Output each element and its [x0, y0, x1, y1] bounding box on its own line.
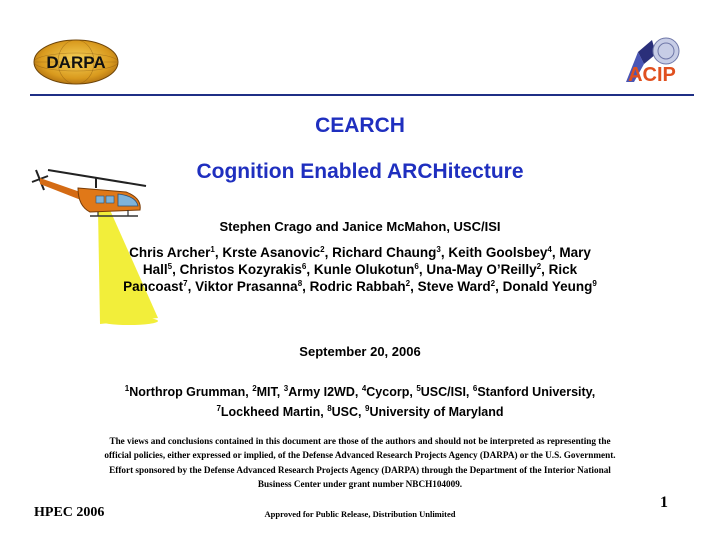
affiliation-marker: 4	[361, 384, 367, 393]
author-list	[118, 244, 602, 295]
author-name: Donald Yeung	[502, 279, 593, 294]
author-separator: ,	[541, 262, 549, 277]
author-name: Una-May O’Reilly	[426, 262, 537, 277]
affiliation-separator: ,	[320, 405, 328, 419]
acip-logo-icon	[604, 34, 696, 88]
affiliation-entry	[327, 405, 365, 419]
author-entry	[310, 279, 418, 294]
author-affiliation-marker: 7	[183, 279, 188, 288]
affiliation-name: USC	[331, 405, 359, 419]
affiliation-separator: ,	[591, 385, 596, 399]
author-entry	[332, 245, 448, 260]
footer-conference: HPEC 2006	[34, 505, 105, 520]
author-affiliation-marker: 2	[320, 245, 325, 254]
author-separator: ,	[187, 279, 196, 294]
author-name: Kunle Olukotun	[313, 262, 415, 277]
affiliation-entry	[284, 385, 362, 399]
author-separator: ,	[324, 245, 333, 260]
affiliation-list	[100, 382, 620, 422]
affiliation-entry	[362, 385, 416, 399]
author-entry	[195, 279, 310, 294]
slide-subtitle: Cognition Enabled ARCHitecture	[196, 160, 524, 183]
author-name: Steve Ward	[417, 279, 491, 294]
author-entry	[314, 262, 426, 277]
author-affiliation-marker: 6	[301, 262, 307, 271]
affiliation-name: Army I2WD	[288, 385, 355, 399]
affiliation-name: Lockheed Martin	[220, 405, 321, 419]
author-entry	[222, 245, 332, 260]
author-name: Mary Hall	[142, 245, 591, 277]
affiliation-separator: ,	[354, 385, 362, 399]
author-entry	[426, 262, 548, 277]
affiliation-marker: 7	[216, 404, 221, 413]
slide-title: CEARCH	[315, 114, 405, 137]
page-number: 1	[660, 494, 668, 511]
affiliation-name: Stanford University	[477, 385, 592, 399]
affiliation-marker: 3	[283, 384, 289, 393]
affiliation-marker: 1	[124, 384, 130, 393]
affiliation-separator: ,	[276, 385, 284, 399]
author-entry	[180, 262, 314, 277]
author-separator: ,	[172, 262, 180, 277]
affiliation-marker: 5	[416, 384, 421, 393]
affiliation-marker: 9	[365, 404, 370, 413]
author-name: Keith Goolsbey	[448, 245, 548, 260]
affiliation-name: University of Maryland	[369, 405, 504, 419]
author-affiliation-marker: 1	[210, 245, 215, 254]
acip-logo-label: ACIP	[628, 64, 676, 86]
author-entry	[448, 245, 559, 260]
affiliation-separator: ,	[465, 385, 473, 399]
author-affiliation-marker: 9	[592, 279, 597, 288]
author-affiliation-marker: 2	[405, 279, 411, 288]
author-affiliation-marker: 2	[490, 279, 496, 288]
affiliation-entry	[416, 385, 473, 399]
affiliation-entry	[216, 405, 327, 419]
author-affiliation-marker: 8	[297, 279, 303, 288]
affiliation-name: MIT	[256, 385, 277, 399]
author-name: Viktor Prasanna	[195, 279, 298, 294]
author-separator: ,	[440, 245, 449, 260]
author-name: Chris Archer	[129, 245, 211, 260]
author-name: Rodric Rabbah	[309, 279, 406, 294]
affiliation-entry	[365, 405, 504, 419]
affiliation-separator: ,	[245, 385, 253, 399]
author-separator: ,	[418, 262, 427, 277]
author-affiliation-marker: 3	[436, 245, 441, 254]
lead-authors: Stephen Crago and Janice McMahon, USC/ISI	[219, 219, 501, 234]
author-entry	[129, 245, 222, 260]
author-separator: ,	[410, 279, 418, 294]
darpa-logo-label: DARPA	[46, 53, 106, 72]
author-separator: ,	[214, 245, 223, 260]
author-name: Rick Pancoast	[123, 262, 578, 294]
footer-release-notice: Approved for Public Release, Distribution Unlimited	[264, 509, 456, 519]
presentation-date: September 20, 2006	[299, 344, 421, 359]
affiliation-separator: ,	[358, 405, 365, 419]
author-affiliation-marker: 2	[536, 262, 542, 271]
affiliation-entry	[125, 385, 252, 399]
author-entry	[418, 279, 503, 294]
author-affiliation-marker: 4	[547, 245, 552, 254]
affiliation-entry	[252, 385, 284, 399]
affiliation-name: Northrop Grumman	[129, 385, 246, 399]
author-separator: ,	[495, 279, 503, 294]
author-entry	[503, 279, 597, 294]
author-separator: ,	[551, 245, 560, 260]
author-name: Christos Kozyrakis	[179, 262, 302, 277]
affiliation-marker: 6	[472, 384, 478, 393]
disclaimer-text: The views and conclusions contained in this document are those of the authors and should not be interpreted as representing the official policies, either expressed or implied, of the Defense Advanced Research Projects Agency (DARPA) or the U.S. Government. Effort sponsored by the Defense Advanced Research Projects Agency (DARPA) through the Department of the Interior National Business Center under grant number NBCH104009.	[104, 436, 616, 489]
affiliation-name: Cycorp	[366, 385, 410, 399]
affiliation-name: USC/ISI	[420, 385, 466, 399]
affiliation-separator: ,	[409, 385, 417, 399]
affiliation-marker: 2	[252, 384, 257, 393]
author-name: Krste Asanovic	[222, 245, 321, 260]
author-affiliation-marker: 5	[167, 262, 173, 271]
affiliation-entry	[473, 385, 595, 399]
header-divider	[30, 94, 694, 96]
darpa-logo-icon	[32, 38, 120, 86]
author-separator: ,	[306, 262, 314, 277]
author-separator: ,	[302, 279, 310, 294]
affiliation-marker: 8	[327, 404, 332, 413]
author-affiliation-marker: 6	[414, 262, 419, 271]
author-name: Richard Chaung	[332, 245, 437, 260]
